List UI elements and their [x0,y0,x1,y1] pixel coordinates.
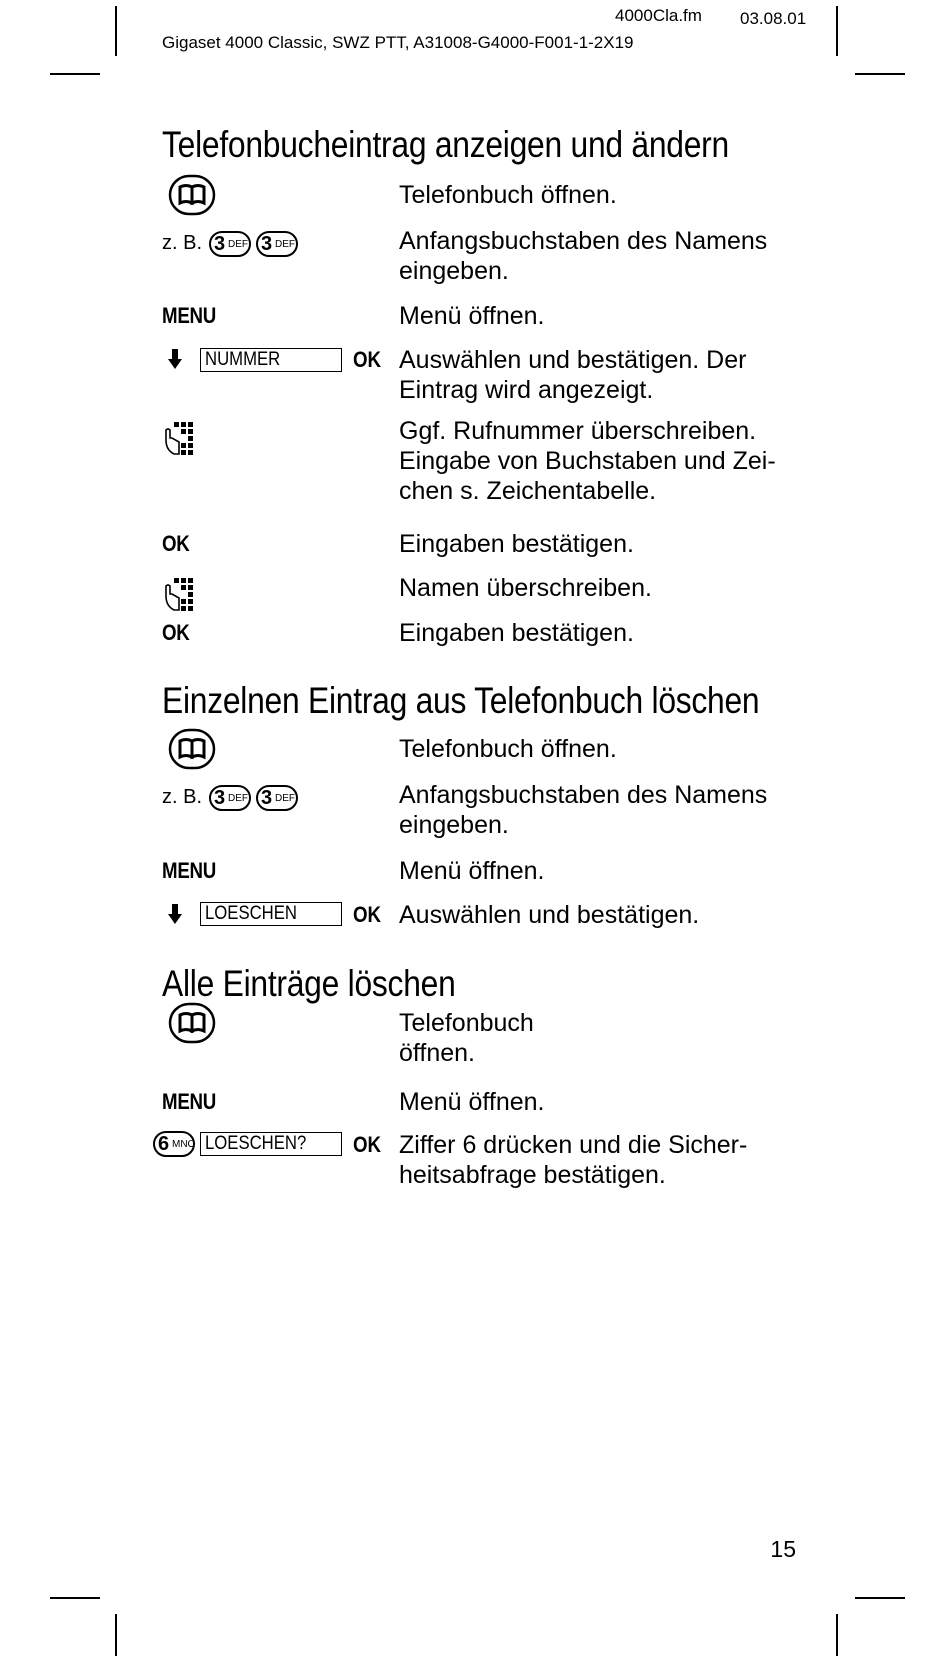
phonebook-key-icon [168,728,216,770]
key-digit: 3 [214,787,226,809]
display-text: LOESCHEN [205,903,297,924]
crop-mark [50,73,100,75]
ok-softkey: OK [353,902,382,927]
display-field [200,348,342,372]
crop-mark [836,1614,838,1656]
display-field [200,1132,342,1156]
display-text: NUMMER [205,349,281,370]
step-text: Menü öffnen. [399,1088,545,1116]
key-letters: MNO [172,1139,196,1150]
key-3 [256,231,298,257]
crop-mark [50,1597,100,1599]
page-number: 15 [770,1536,796,1562]
key-letters: DEF [275,239,295,250]
step-text: Telefonbuch öffnen. [399,735,617,763]
crop-mark [855,73,905,75]
section-heading: Einzelnen Eintrag aus Telefonbuch löschen [162,680,760,721]
ok-softkey: OK [162,531,190,556]
step-text: Ggf. Rufnummer überschreiben. Eingabe von Buchstaben und Zei-chen s. Zeichentabelle. [399,417,776,505]
key-3 [209,785,251,811]
header-date: 03.08.01 [740,9,807,28]
key-3 [256,785,298,811]
phonebook-key-icon [168,174,216,216]
header-document-id: Gigaset 4000 Classic, SWZ PTT, A31008-G4000-F001-1-2X19 [162,33,634,52]
crop-mark [115,6,117,56]
key-3 [209,231,251,257]
ok-softkey: OK [353,1132,382,1157]
key-6 [153,1131,195,1157]
key-letters: DEF [275,793,295,804]
keypad-hand-icon [162,420,194,456]
key-letters: DEF [228,793,248,804]
example-label: z. B. [162,232,203,254]
key-digit: 6 [158,1133,170,1155]
step-text: Telefonbuch öffnen. [399,181,617,209]
ok-softkey: OK [353,347,382,372]
step-text: Namen überschreiben. [399,574,652,602]
step-text: Menü öffnen. [399,857,545,885]
step-text: Anfangsbuchstaben des Namens eingeben. [399,227,768,285]
step-text: Eingaben bestätigen. [399,619,634,647]
section-heading: Alle Einträge löschen [162,963,456,1004]
menu-softkey: MENU [162,1089,217,1114]
example-label: z. B. [162,786,203,808]
ok-softkey: OK [162,620,190,645]
display-field [200,902,342,926]
key-digit: 3 [261,787,273,809]
header-filename: 4000Cla.fm [615,6,702,25]
arrow-down-icon [167,903,183,925]
key-letters: DEF [228,239,248,250]
crop-mark [115,1614,117,1656]
key-digit: 3 [214,233,226,255]
step-text: Eingaben bestätigen. [399,530,634,558]
step-text: Anfangsbuchstaben des Namens eingeben. [399,781,768,839]
key-digit: 3 [261,233,273,255]
arrow-down-icon [167,348,183,370]
menu-softkey: MENU [162,303,217,328]
keypad-hand-icon [162,576,194,612]
crop-mark [836,6,838,56]
menu-softkey: MENU [162,858,217,883]
crop-mark [855,1597,905,1599]
step-text: Telefonbuch öffnen. [399,1009,534,1067]
display-text: LOESCHEN? [205,1133,307,1154]
step-text: Auswählen und bestätigen. [399,901,700,929]
step-text: Auswählen und bestätigen. Der Eintrag wird angezeigt. [399,346,747,404]
step-text: Menü öffnen. [399,302,545,330]
phonebook-key-icon [168,1002,216,1044]
step-text: Ziffer 6 drücken und die Sicher-heitsabfrage bestätigen. [399,1131,748,1189]
section-heading: Telefonbucheintrag anzeigen und ändern [162,124,729,165]
